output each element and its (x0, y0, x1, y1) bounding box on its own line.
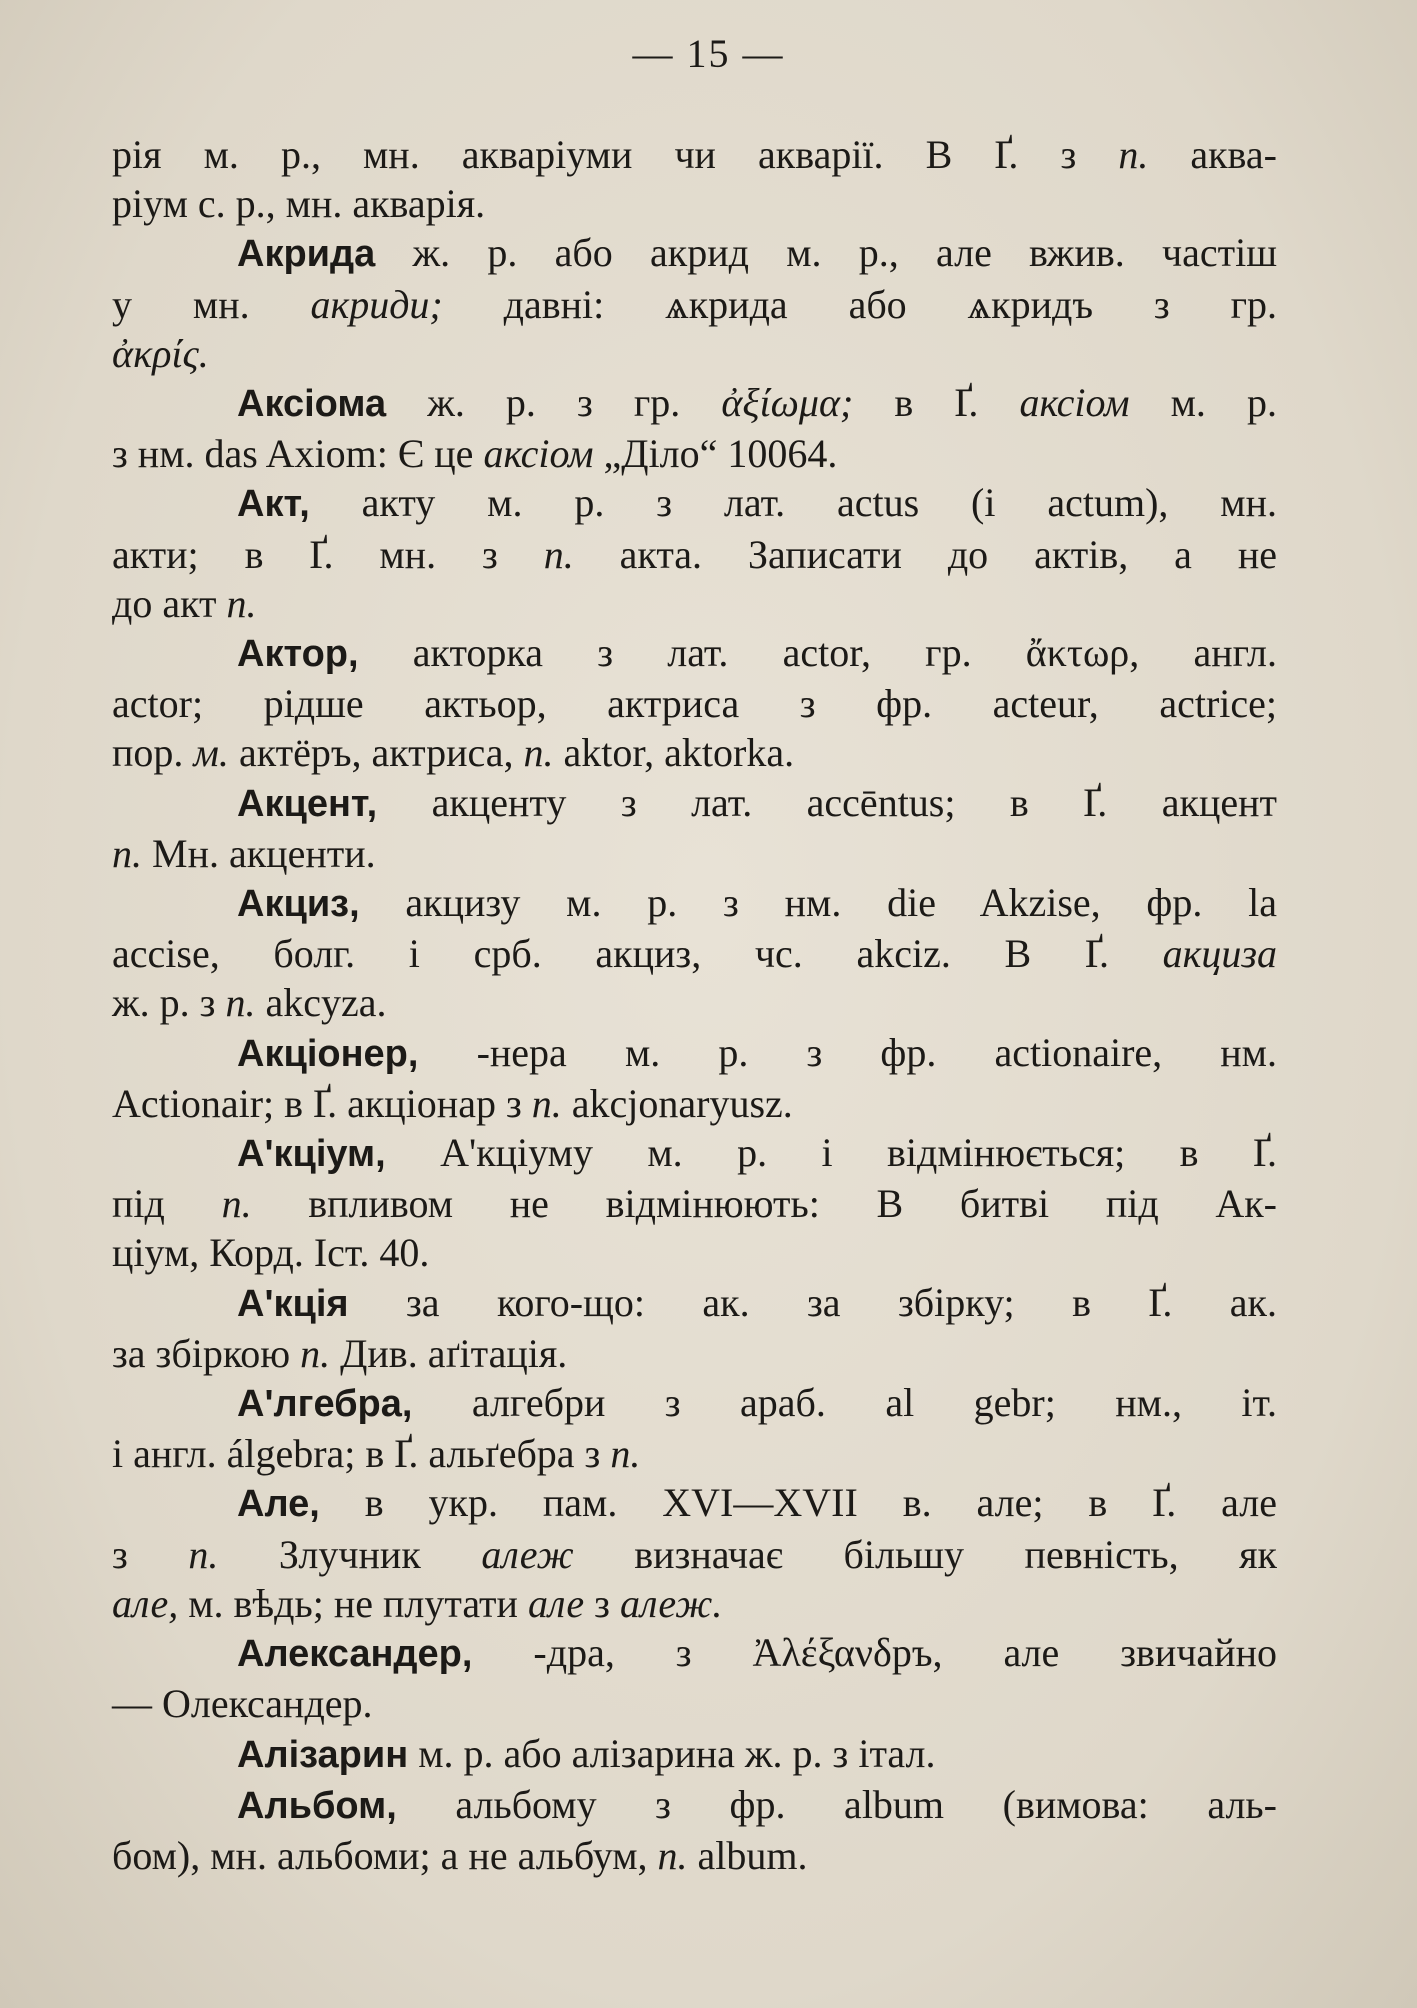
line-text: ж. р. з (112, 980, 226, 1026)
text-line (112, 1378, 1277, 1429)
entry-headword: Акциз, (237, 883, 360, 926)
line-text: акцизу м. р. з нм. die Akzise, фр. la (359, 880, 1277, 926)
italic-text: п. (610, 1431, 641, 1477)
text-line (112, 1128, 1277, 1179)
text-line (112, 1478, 1277, 1529)
text-line (112, 1628, 1277, 1679)
italic-text: аксіом (483, 431, 594, 477)
italic-text: аксіом (1019, 380, 1130, 426)
line-text: akcjonaryusz. (561, 1080, 793, 1126)
line-text: ріум с. р., мн. акварія. (112, 181, 486, 227)
entry-headword: Акрида (237, 233, 376, 276)
italic-text: п. (1118, 132, 1149, 177)
line-text: пор. (112, 730, 194, 776)
text-line (112, 130, 1277, 179)
text-line (112, 228, 1277, 279)
entry-headword: Аксіома (237, 383, 387, 426)
text-line (112, 728, 1277, 777)
line-text: алгебри з араб. al gebr; нм., іт. (412, 1380, 1277, 1426)
page-number: — 15 — (632, 31, 785, 76)
text-line (112, 1329, 1277, 1378)
line-text: accise, болг. і срб. акциз, чс. akciz. В Ґ. (112, 931, 1163, 977)
entry-headword: Альбом, (237, 1784, 397, 1827)
text-line (112, 679, 1277, 728)
line-text: рія м. р., мн. акваріуми чи акварії. В Ґ. з (112, 132, 1119, 177)
line-text: Злучник (218, 1531, 482, 1577)
line-text: за кого-що: ак. за збірку; в Ґ. ак. (348, 1279, 1277, 1325)
text-line (112, 628, 1277, 679)
text-line (112, 1429, 1277, 1478)
italic-text: п. (523, 730, 554, 776)
line-text: -нера м. р. з фр. actionaire, нм. (418, 1029, 1277, 1075)
line-text: — Олександер. (112, 1681, 373, 1727)
line-text: akcyza. (255, 980, 387, 1026)
line-text: -дра, з Ἀλέξανδръ, але звичайно (472, 1630, 1277, 1676)
text-line (112, 429, 1277, 478)
italic-text: п. (112, 830, 142, 876)
text-line (112, 329, 1277, 378)
entry-headword: А'лгебра, (237, 1383, 413, 1426)
text-line (112, 1028, 1277, 1079)
text-line (112, 179, 1277, 228)
italic-text: п. (188, 1531, 219, 1577)
entry-headword: Акцент, (237, 782, 378, 825)
line-text: впливом не відмінюють: В битві під Ак- (251, 1181, 1278, 1227)
text-line (112, 378, 1277, 429)
line-text: під (112, 1181, 222, 1227)
italic-text: алеж (481, 1531, 574, 1577)
line-text: акту м. р. з лат. actus (і actum), мн. (309, 480, 1277, 526)
line-text: акценту з лат. accēntus; в Ґ. акцент (377, 779, 1277, 825)
italic-text: п. (543, 531, 574, 577)
line-text: за збіркою (112, 1330, 301, 1376)
line-text: бом), мн. альбоми; а не альбум, (112, 1832, 658, 1878)
italic-text: ἀξίωμα; (721, 380, 854, 426)
line-text: Див. аґітація. (330, 1330, 568, 1376)
line-text: з нм. das Axiom: Є це (112, 431, 484, 477)
italic-text: м. (193, 730, 229, 776)
text-line (112, 1530, 1277, 1579)
line-text: ж. р. з гр. (386, 380, 722, 426)
entry-headword: Акт, (237, 483, 310, 526)
line-text: м. вѣдь; не плутати (178, 1580, 528, 1626)
line-text: акторка з лат. actor, гр. ἄκτωρ, англ. (358, 630, 1277, 676)
line-text: давні: ѧкрида або ѧкридъ з гр. (442, 281, 1277, 327)
text-line (112, 478, 1277, 529)
line-text: акти; в Ґ. мн. з (112, 531, 544, 577)
italic-text: п. (226, 580, 257, 626)
dictionary-text (112, 130, 1277, 1880)
italic-text: п. (225, 980, 256, 1026)
text-line (112, 1831, 1277, 1880)
line-text: актёръ, актриса, (228, 730, 524, 776)
entry-headword: Але, (237, 1483, 320, 1526)
text-line (112, 1729, 1277, 1780)
text-line (112, 1228, 1277, 1277)
line-text: Actionair; в Ґ. акціонар з (112, 1080, 532, 1126)
italic-text: акциза (1162, 931, 1277, 977)
line-text: альбому з фр. album (вимова: аль- (396, 1781, 1277, 1827)
italic-text: п. (531, 1080, 562, 1126)
italic-text: п. (300, 1330, 331, 1376)
line-text: аква- (1148, 132, 1277, 177)
line-text: у мн. (112, 281, 311, 327)
line-text: акта. Записати до актів, а не (573, 531, 1277, 577)
italic-text: але, (112, 1580, 179, 1626)
text-line (112, 878, 1277, 929)
text-line (112, 978, 1277, 1027)
line-text: aktor, aktorka. (553, 730, 795, 776)
line-text: в укр. пам. XVI—XVII в. але; в Ґ. але (319, 1480, 1277, 1526)
entry-headword: Актор, (237, 633, 359, 676)
line-text: з (112, 1531, 189, 1577)
line-text: „Діло“ 10064. (593, 431, 838, 477)
line-text: ж. р. або акрид м. р., але вжив. частіш (375, 230, 1277, 276)
line-text: до акт (112, 580, 227, 626)
entry-headword: Алізарин (237, 1733, 409, 1776)
entry-headword: А'кція (237, 1282, 349, 1325)
text-line (112, 1079, 1277, 1128)
entry-headword: Акціонер, (237, 1032, 419, 1075)
italic-text: алеж. (619, 1580, 723, 1626)
italic-text: акриди; (310, 281, 443, 327)
text-line (112, 1179, 1277, 1228)
line-text: з (584, 1580, 620, 1626)
text-line (112, 1780, 1277, 1831)
text-line (112, 1679, 1277, 1728)
italic-text: п. (221, 1181, 252, 1227)
line-text: actor; рідше актьор, актриса з фр. acteur, actrice; (112, 681, 1277, 727)
text-line (112, 1278, 1277, 1329)
line-text: в Ґ. (853, 380, 1020, 426)
italic-text: ἀκρίς. (112, 330, 209, 376)
line-text: ціум, Корд. Іст. 40. (112, 1230, 430, 1276)
line-text: і англ. álgebra; в Ґ. альґебра з (112, 1431, 611, 1477)
line-text: визначає більшу певність, як (573, 1531, 1277, 1577)
text-line (112, 829, 1277, 878)
line-text: м. р. (1129, 380, 1277, 426)
line-text: Мн. акценти. (142, 830, 376, 876)
text-line (112, 530, 1277, 579)
line-text: album. (687, 1832, 808, 1878)
line-text: м. р. або алізарина ж. р. з італ. (408, 1730, 936, 1776)
line-text: А'кціуму м. р. і відмінюється; в Ґ. (385, 1130, 1277, 1176)
entry-headword: Александер, (237, 1633, 473, 1676)
text-line (112, 778, 1277, 829)
italic-text: але (527, 1580, 585, 1626)
text-line (112, 579, 1277, 628)
entry-headword: А'кціум, (237, 1133, 386, 1176)
text-line (112, 929, 1277, 978)
text-line (112, 1579, 1277, 1628)
italic-text: п. (657, 1832, 688, 1878)
text-line (112, 280, 1277, 329)
